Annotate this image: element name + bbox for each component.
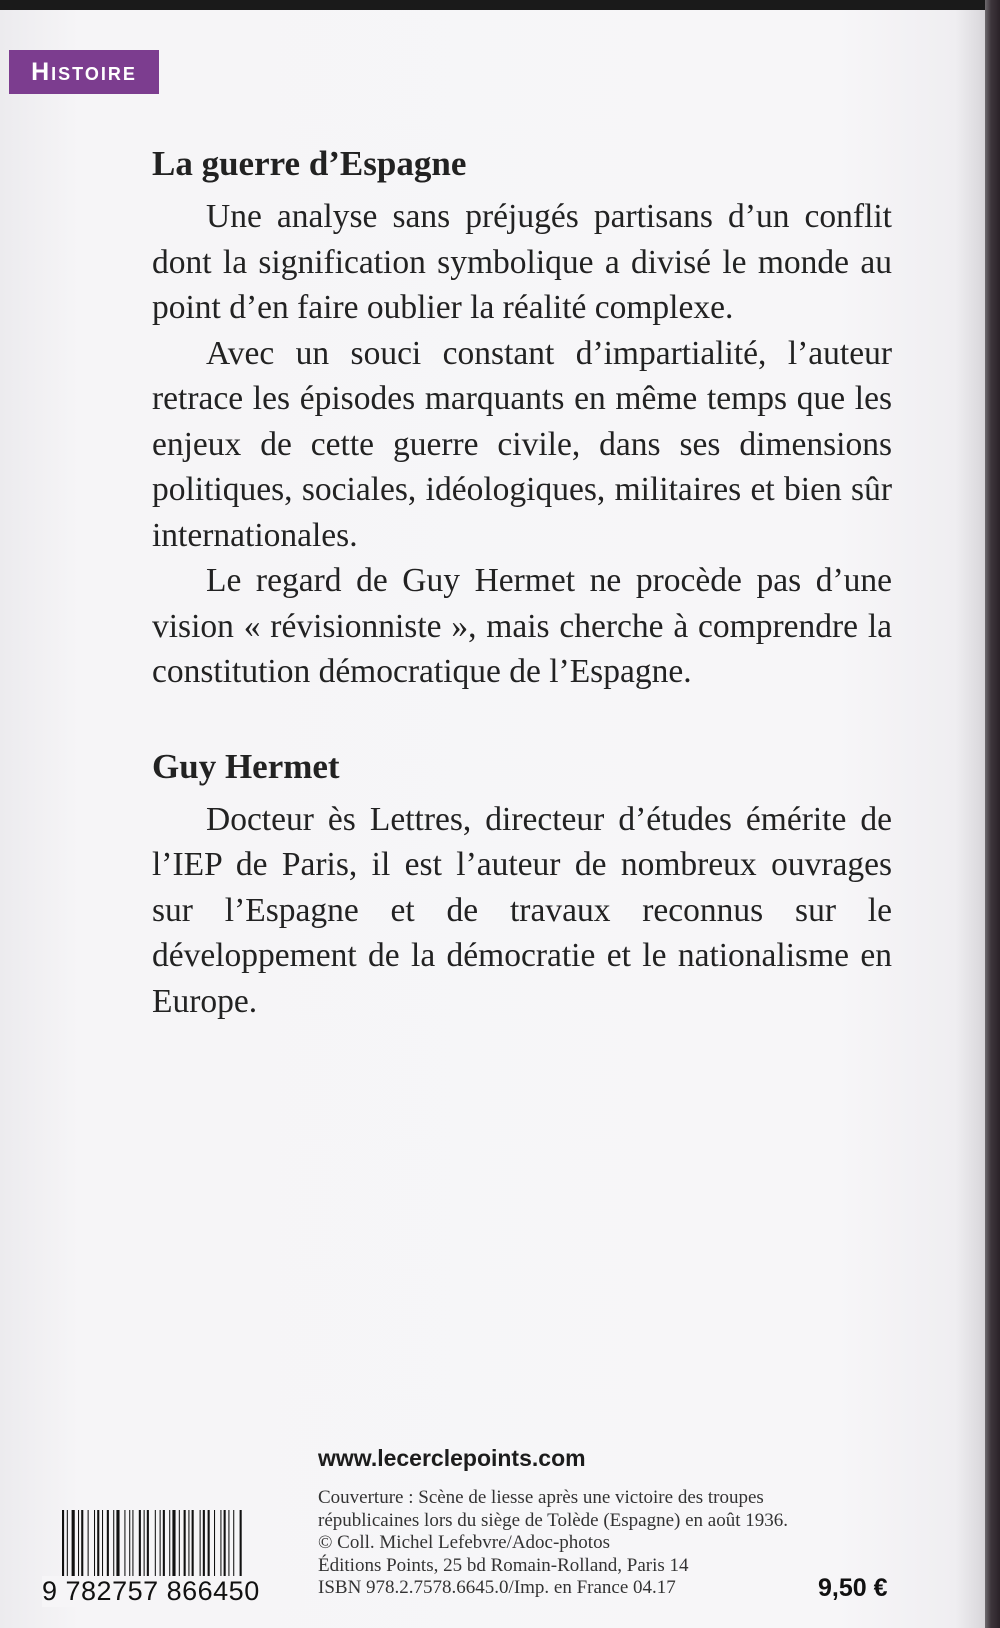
- author-bio: Docteur ès Lettres, directeur d’études émérite de l’IEP de Paris, il est l’auteur de nombreux ouvrages sur l’Espagne et de travaux reconnus sur le développement de la démocratie et le nationalisme en Europe.: [152, 800, 892, 1020]
- credits-line-2: républicaines lors du siège de Tolède (Espagne) en août 1936.: [318, 1509, 789, 1531]
- summary-paragraph-3: Le regard de Guy Hermet ne procède pas d’une vision « révisionniste », mais cherche à comprendre la constitution démocratique de l’Espagne.: [152, 562, 892, 690]
- price-label: 9,50 €: [818, 1574, 888, 1602]
- credits-block: [318, 1487, 878, 1600]
- summary-paragraph-1: Une analyse sans préjugés partisans d’un conflit dont la signification symbolique a divisé le monde au point d’en faire oublier la réalité complexe.: [152, 198, 892, 326]
- author-name: Guy Hermet: [152, 746, 340, 786]
- book-title: La guerre d’Espagne: [152, 144, 467, 183]
- back-cover: [0, 10, 985, 1628]
- barcode-digits: 9 782757 866450: [42, 1576, 304, 1607]
- main-content: [152, 140, 892, 1024]
- author-block: [152, 743, 892, 1025]
- credits-line-5: ISBN 978.2.7578.6645.0/Imp. en France 04.17: [318, 1577, 676, 1598]
- cover-spine-edge: [985, 0, 1000, 1628]
- category-tag: Histoire: [9, 50, 159, 94]
- credits-line-1: Couverture : Scène de liesse après une victoire des troupes: [318, 1487, 764, 1508]
- credits-line-3: © Coll. Michel Lefebvre/Adoc-photos: [318, 1532, 610, 1553]
- publisher-website[interactable]: www.lecerclepoints.com: [318, 1445, 586, 1471]
- credits-line-4: Éditions Points, 25 bd Romain-Rolland, Paris 14: [318, 1554, 689, 1576]
- isbn-barcode: [40, 1510, 302, 1605]
- summary-paragraph-2: Avec un souci constant d’impartialité, l’auteur retrace les épisodes marquants en même temps que les enjeux de cette guerre civile, dans ses dimensions politiques, sociales, idéologiques, militaires et bien sûr internationales.: [152, 334, 892, 554]
